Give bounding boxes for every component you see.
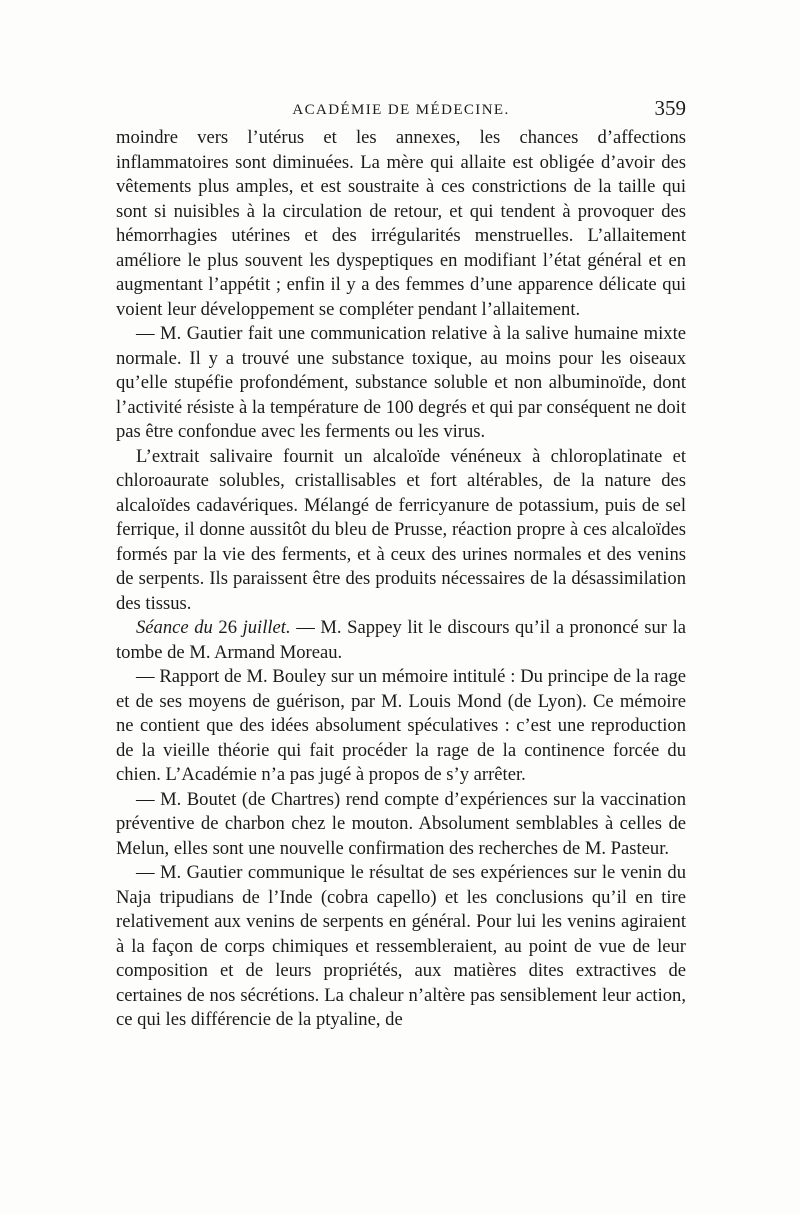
- paragraph-bouley-report: — Rapport de M. Bouley sur un mémoire intitulé : Du principe de la rage et de ses moyens de guérison, par M. Louis Mond (de Lyon). Ce mémoire ne contient que des idées absolument spéculatives : c’est une reproduction de la vieille théorie qui fait procéder la rage de la continence forcée du chien. L’Académie n’a pas jugé à propos de s’y arrêter.: [116, 666, 686, 785]
- paragraph-gautier-venom: — M. Gautier communique le résultat de ses expériences sur le venin du Naja tripudians de l’Inde (cobra capello) et les conclusions qu’il en tire relativement aux venins de serpents en général. Pour lui les venins agiraient à la façon de corps chimiques et ressembleraient, au point de vue de leur composition et de leurs propriétés, aux matières dites extractives de certaines de nos sécrétions. La chaleur n’altère pas sensiblement leur action, ce qui les différencie de la ptyaline, de: [116, 862, 686, 1030]
- session-lead: Séance du: [136, 617, 213, 638]
- paragraph-gautier-saliva: — M. Gautier fait une communication relative à la salive humaine mixte normale. Il y a trouvé une substance toxique, au moins pour les oiseaux qu’elle stupéfie profondément, substance soluble et non albuminoïde, dont l’activité résiste à la température de 100 degrés et qui par conséquent ne doit pas être confondue avec les ferments ou les virus.: [116, 323, 686, 442]
- paragraph-seance-26-juillet: [116, 616, 686, 665]
- body-text: [116, 126, 686, 1033]
- page-number: 359: [654, 96, 686, 120]
- session-month: juillet.: [242, 617, 291, 638]
- paragraph-continuation: moindre vers l’utérus et les annexes, les chances d’affections inflammatoires sont diminuées. La mère qui allaite est obligée d’avoir des vêtements plus amples, et est soustraite à ces constrictions de la taille qui sont si nuisibles à la circulation de retour, et qui tendent à provoquer des hémorrhagies utérines et des irrégularités menstruelles. L’allaitement améliore le plus souvent les dyspeptiques en modifiant l’état général et en augmentant l’appétit ; enfin il y a des femmes d’une apparence délicate qui voient leur développement se compléter pendant l’allaitement.: [116, 127, 686, 320]
- paragraph-salivary-extract: L’extrait salivaire fournit un alcaloïde vénéneux à chloroplatinate et chloroaurate solubles, cristallisables et fort altérables, de la nature des alcaloïdes cadavériques. Mélangé de ferricyanure de potassium, puis de sel ferrique, il donne aussitôt du bleu de Prusse, réaction propre à ces alcaloïdes formés par la vie des ferments, et à ceux des urines normales et des venins de serpents. Ils paraissent être des produits nécessaires de la désassimilation des tissus.: [116, 445, 686, 614]
- session-text: — M. Sappey lit le discours qu’il a prononcé sur la tombe de M. Armand Moreau.: [116, 617, 686, 663]
- paragraph-boutet-vaccination: — M. Boutet (de Chartres) rend compte d’expériences sur la vaccination préventive de charbon chez le mouton. Absolument semblables à celles de Melun, elles sont une nouvelle confirmation des recherches de M. Pasteur.: [116, 788, 686, 859]
- running-head: [116, 94, 686, 124]
- running-title: ACADÉMIE DE MÉDECINE.: [292, 102, 510, 118]
- session-date: 26: [218, 617, 237, 638]
